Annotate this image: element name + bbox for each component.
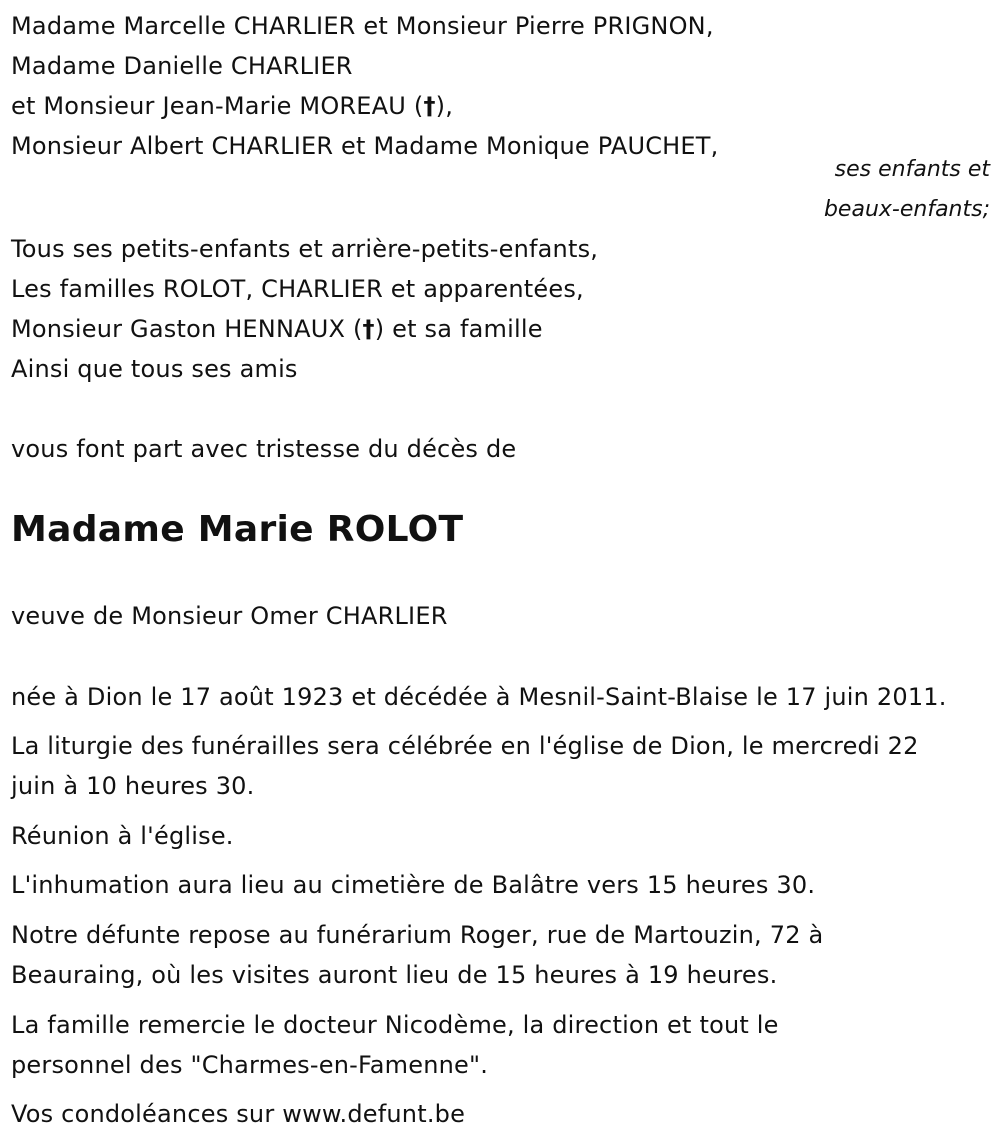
others-line-1: Tous ses petits-enfants et arrière-petits-enfants,: [11, 235, 599, 263]
family-line-4: Monsieur Albert CHARLIER et Madame Monique PAUCHET,: [11, 132, 719, 160]
family-line-3-text-after: ),: [435, 92, 454, 120]
relation-label-line-1: ses enfants et: [834, 157, 990, 182]
cross-icon: †: [362, 315, 375, 343]
widow-of-text: veuve de Monsieur Omer CHARLIER: [11, 602, 448, 630]
others-line-3-text-before: Monsieur Gaston HENNAUX (: [11, 315, 363, 343]
others-line-3: [11, 314, 543, 344]
family-line-3-text-before: et Monsieur Jean-Marie MOREAU (: [11, 92, 424, 120]
others-line-4: Ainsi que tous ses amis: [11, 355, 298, 383]
rest-line-2: Beauraing, où les visites auront lieu de 15 heures à 19 heures.: [11, 961, 778, 989]
family-line-1: Madame Marcelle CHARLIER et Monsieur Pierre PRIGNON,: [11, 12, 714, 40]
others-line-2: Les familles ROLOT, CHARLIER et apparentées,: [11, 275, 584, 303]
condolences-text: Vos condoléances sur www.defunt.be: [11, 1100, 466, 1128]
burial-text: L'inhumation aura lieu au cimetière de Balâtre vers 15 heures 30.: [11, 871, 816, 899]
family-line-3: [11, 91, 453, 121]
cross-icon: †: [423, 92, 436, 120]
family-line-2: Madame Danielle CHARLIER: [11, 52, 353, 80]
meeting-text: Réunion à l'église.: [11, 822, 234, 850]
rest-line-1: Notre défunte repose au funérarium Roger, rue de Martouzin, 72 à: [11, 921, 824, 949]
thanks-line-1: La famille remercie le docteur Nicodème, la direction et tout le: [11, 1011, 779, 1039]
liturgy-line-2: juin à 10 heures 30.: [11, 772, 255, 800]
relation-label-line-2: beaux-enfants;: [823, 197, 990, 222]
thanks-line-2: personnel des "Charmes-en-Famenne".: [11, 1051, 489, 1079]
birth-death-text: née à Dion le 17 août 1923 et décédée à Mesnil-Saint-Blaise le 17 juin 2011.: [11, 683, 947, 711]
liturgy-line-1: La liturgie des funérailles sera célébrée en l'église de Dion, le mercredi 22: [11, 732, 919, 760]
others-line-3-text-after: ) et sa famille: [374, 315, 543, 343]
deceased-name: Madame Marie ROLOT: [11, 509, 464, 550]
announcement-text: vous font part avec tristesse du décès de: [11, 435, 517, 463]
